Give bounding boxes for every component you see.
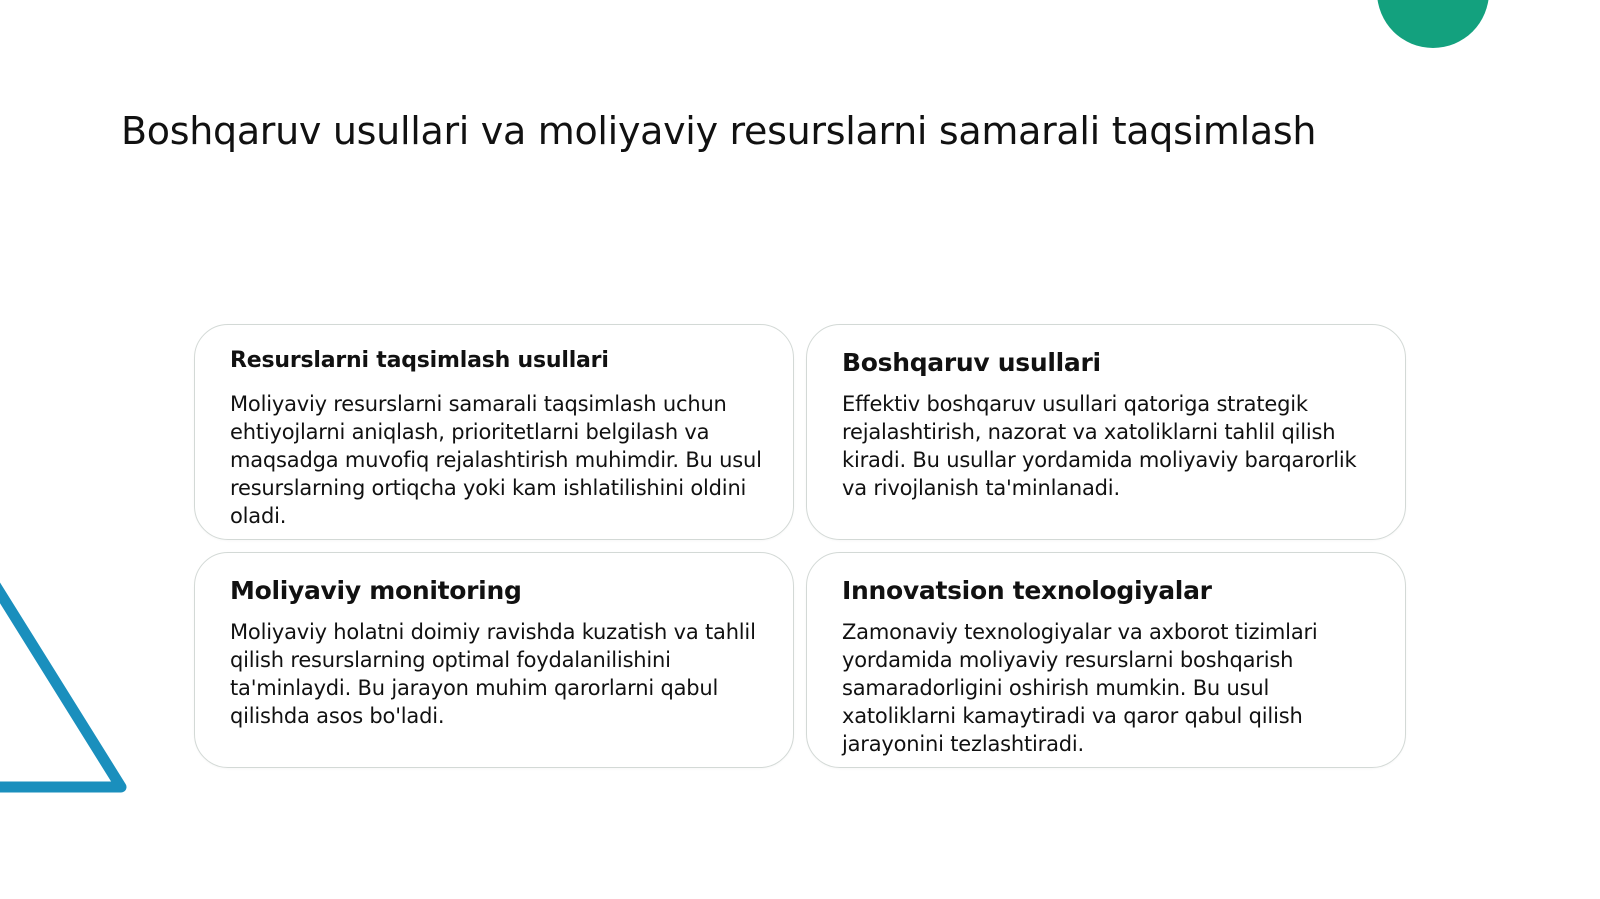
decorative-triangle <box>0 570 130 810</box>
card-body: Moliyaviy holatni doimiy ravishda kuzatish va tahlil qilish resurslarning optimal foydalanilishini ta'minlaydi. Bu jarayon muhim qarorlarni qabul qilishda asos bo'ladi. <box>230 620 756 728</box>
card-title: Boshqaruv usullari <box>842 348 1101 377</box>
card-innovative-technologies <box>806 552 1406 768</box>
card-body: Zamonaviy texnologiyalar va axborot tizimlari yordamida moliyaviy resurslarni boshqarish samaradorligini oshirish mumkin. Bu usul xatoliklarni kamaytiradi va qaror qabul qilish jarayonini tezlashtiradi. <box>842 620 1318 756</box>
card-body: Moliyaviy resurslarni samarali taqsimlash uchun ehtiyojlarni aniqlash, prioritetlarni belgilash va maqsadga muvofiq rejalashtirish muhimdir. Bu usul resurslarning ortiqcha yoki kam ishlatilishini oldini oladi. <box>230 392 762 528</box>
card-management-methods <box>806 324 1406 540</box>
card-title: Moliyaviy monitoring <box>230 576 522 605</box>
card-financial-monitoring <box>194 552 794 768</box>
card-resource-allocation <box>194 324 794 540</box>
card-title: Resurslarni taqsimlash usullari <box>230 348 609 373</box>
card-body: Effektiv boshqaruv usullari qatoriga strategik rejalashtirish, nazorat va xatoliklarni tahlil qilish kiradi. Bu usullar yordamida moliyaviy barqarorlik va rivojlanish ta'minlanadi. <box>842 392 1357 500</box>
slide-title: Boshqaruv usullari va moliyaviy resurslarni samarali taqsimlash <box>121 109 1317 153</box>
card-title: Innovatsion texnologiyalar <box>842 576 1212 605</box>
decorative-circle <box>1377 0 1489 48</box>
